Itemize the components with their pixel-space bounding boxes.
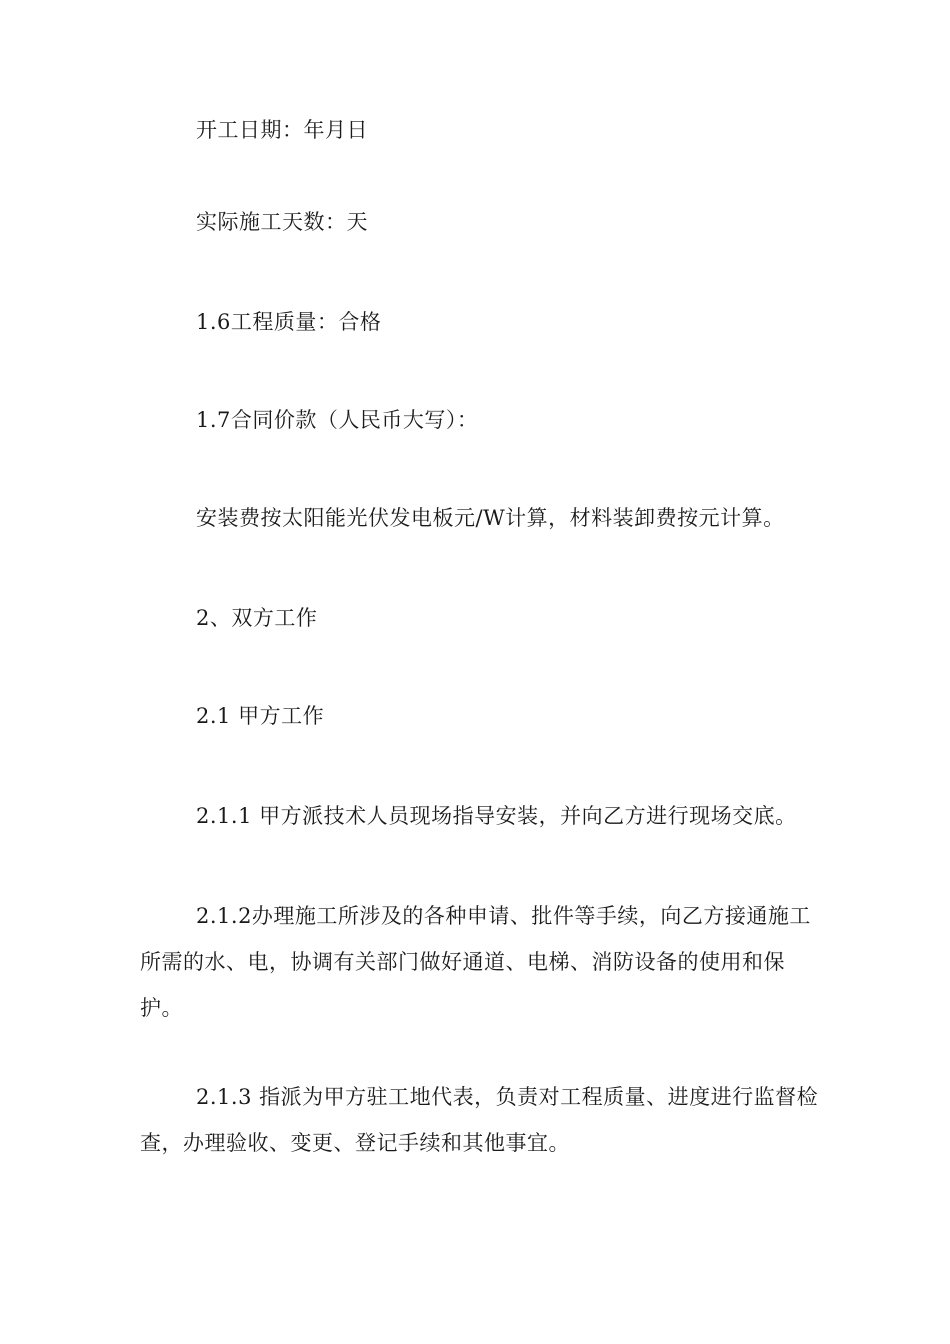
installation-fee-line: 安装费按太阳能光伏发电板元/W计算，材料装卸费按元计算。 — [196, 506, 785, 530]
subsection-heading: 2.1 甲方工作 — [196, 704, 325, 728]
clause-2-1-1: 2.1.1 甲方派技术人员现场指导安装，并向乙方进行现场交底。 — [196, 804, 797, 828]
clause-2-1-2: 2.1.2办理施工所涉及的各种申请、批件等手续，向乙方接通施工所需的水、电，协调有关部门做好通道、电梯、消防设备的使用和保护。 — [140, 904, 811, 1020]
clause-2-1-3: 2.1.3 指派为甲方驻工地代表，负责对工程质量、进度进行监督检查，办理验收、变更、登记手续和其他事宜。 — [140, 1085, 819, 1155]
section-heading: 2、双方工作 — [196, 606, 318, 630]
start-date-line: 开工日期：年月日 — [196, 118, 368, 142]
quality-line: 1.6工程质量：合格 — [196, 310, 382, 334]
contract-price-line: 1.7合同价款（人民币大写）： — [196, 408, 479, 432]
construction-days-line: 实际施工天数：天 — [196, 210, 368, 234]
